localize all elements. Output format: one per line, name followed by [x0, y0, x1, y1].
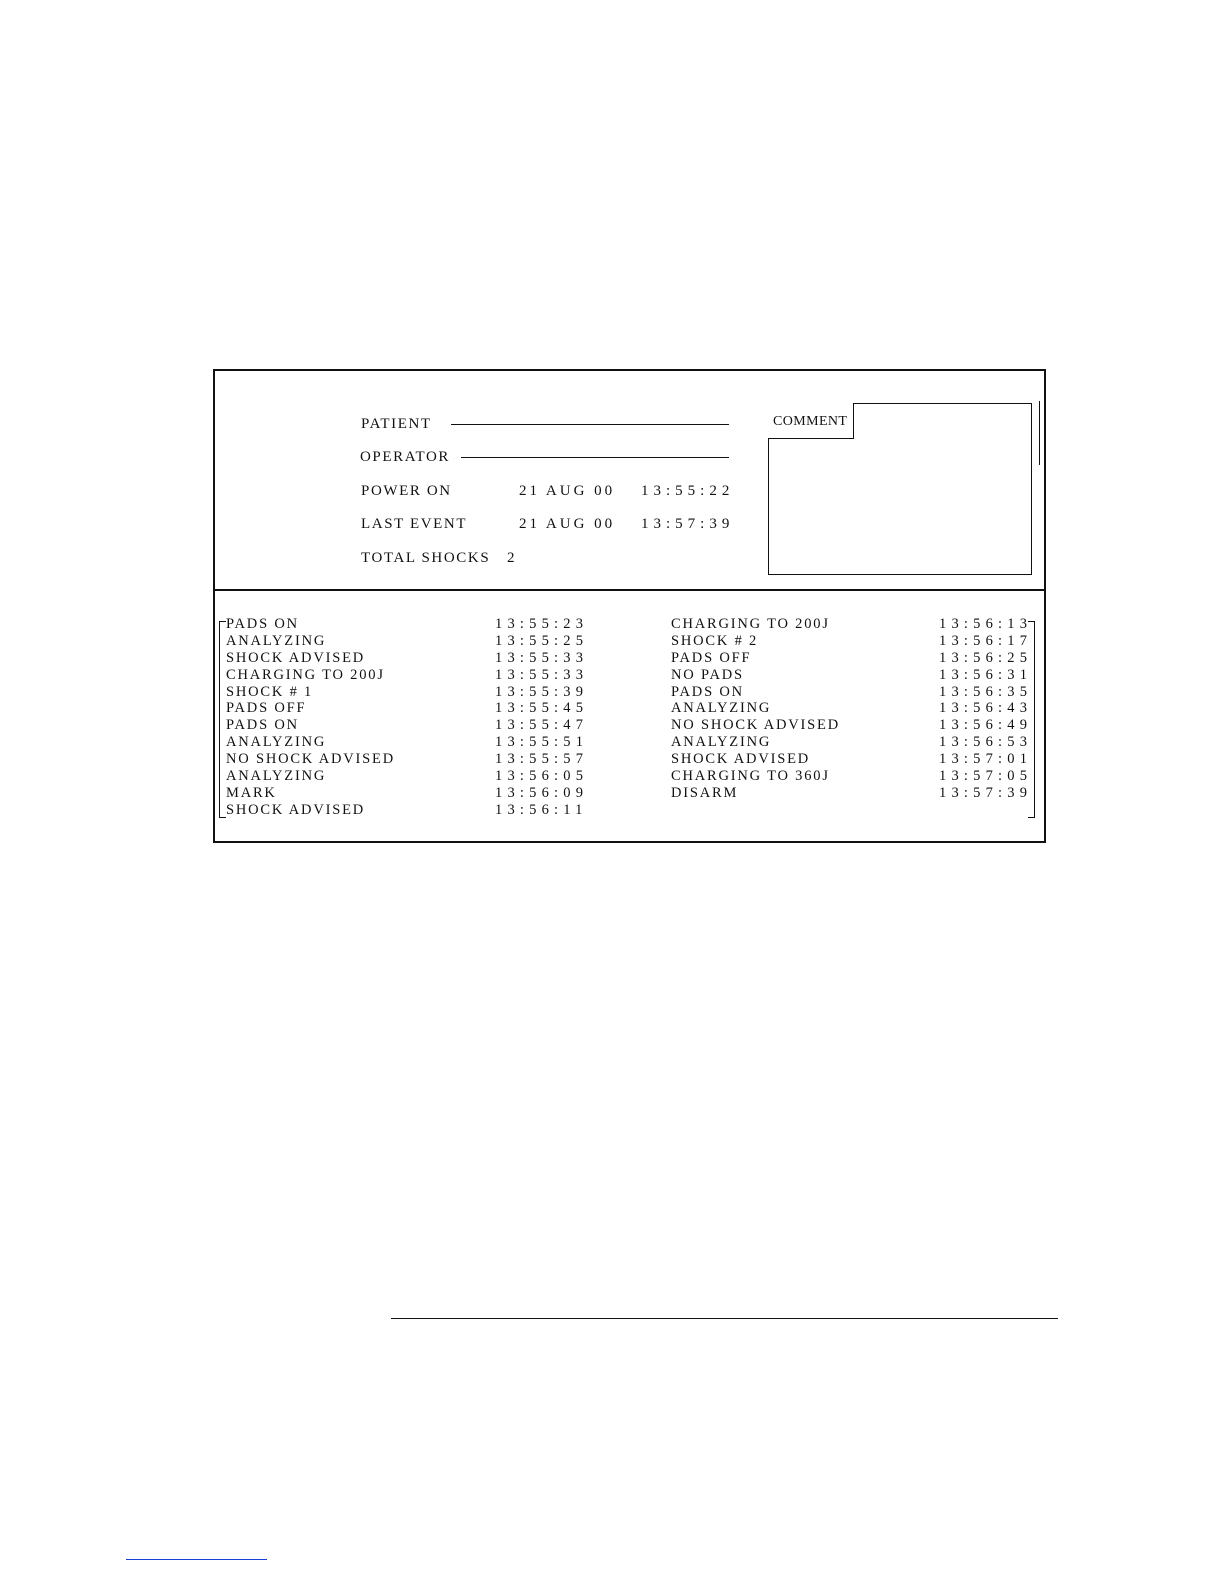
event-row	[671, 734, 1033, 751]
patient-line	[451, 424, 729, 425]
event-name: SHOCK ADVISED	[671, 751, 811, 768]
event-row	[226, 684, 596, 701]
event-name: MARK	[226, 784, 277, 801]
event-name: NO SHOCK ADVISED	[226, 751, 395, 768]
event-row	[226, 734, 596, 751]
event-row	[671, 649, 1033, 667]
event-time: 13:55:39	[495, 683, 589, 700]
power-on-label: POWER ON	[361, 483, 452, 499]
footer-link-underline[interactable]	[126, 1559, 267, 1560]
event-name: NO SHOCK ADVISED	[671, 717, 840, 734]
event-row	[671, 768, 1033, 785]
event-time: 13:56:17	[939, 632, 1033, 649]
event-time: 13:55:33	[495, 666, 589, 683]
event-time: 13:57:05	[939, 768, 1033, 785]
event-time: 13:55:33	[495, 649, 589, 666]
event-name: ANALYZING	[671, 734, 772, 751]
comment-box-top	[853, 403, 1032, 404]
event-row	[671, 683, 1033, 701]
event-time: 13:56:53	[939, 734, 1033, 751]
event-name: SHOCK ADVISED	[226, 649, 366, 666]
event-summary-report	[213, 369, 1046, 843]
event-time: 13:55:25	[495, 632, 589, 649]
event-name: NO PADS	[671, 666, 744, 683]
event-time: 13:56:11	[495, 801, 588, 818]
last-event-time: 13:57:39	[641, 516, 735, 532]
event-time: 13:56:31	[939, 666, 1033, 683]
operator-line	[461, 457, 729, 458]
event-time: 13:56:09	[495, 784, 589, 801]
event-name: ANALYZING	[226, 734, 327, 751]
event-name: SHOCK # 1	[226, 683, 314, 700]
event-row	[226, 667, 596, 684]
event-name: CHARGING TO 200J	[226, 666, 385, 683]
event-row	[226, 700, 596, 717]
event-row	[226, 768, 596, 785]
event-row	[671, 700, 1033, 717]
event-time: 13:55:23	[495, 616, 589, 632]
last-event-label: LAST EVENT	[361, 516, 468, 532]
event-name: PADS ON	[226, 616, 299, 632]
event-time: 13:55:47	[495, 717, 589, 734]
event-row	[226, 616, 596, 633]
power-on-date: 21 AUG 00	[519, 483, 616, 499]
event-name: ANALYZING	[671, 700, 772, 717]
event-row	[671, 632, 1033, 650]
event-time: 13:55:51	[495, 734, 589, 751]
left-bracket	[219, 621, 226, 818]
event-row	[671, 784, 1033, 802]
event-time: 13:56:49	[939, 717, 1033, 734]
event-row	[226, 751, 596, 768]
event-time: 13:56:05	[495, 768, 589, 785]
event-row	[671, 717, 1033, 734]
operator-label: OPERATOR	[360, 449, 451, 465]
event-name: PADS OFF	[226, 700, 307, 717]
event-time: 13:56:25	[939, 649, 1033, 666]
event-row	[226, 785, 596, 802]
margin-mark	[1039, 401, 1040, 465]
event-name: CHARGING TO 200J	[671, 616, 830, 632]
event-time: 13:57:01	[939, 751, 1033, 768]
last-event-date: 21 AUG 00	[519, 516, 616, 532]
event-row	[671, 751, 1033, 768]
event-time: 13:56:13	[939, 616, 1033, 632]
comment-label: COMMENT	[773, 414, 848, 429]
event-name: SHOCK # 2	[671, 632, 759, 649]
event-name: ANALYZING	[226, 632, 327, 649]
event-name: PADS ON	[671, 683, 744, 700]
total-shocks-label: TOTAL SHOCKS	[361, 550, 491, 566]
event-row	[226, 633, 596, 650]
patient-label: PATIENT	[361, 416, 432, 432]
power-on-time: 13:55:22	[641, 483, 735, 499]
event-name: SHOCK ADVISED	[226, 801, 366, 818]
event-time: 13:57:39	[939, 784, 1033, 801]
event-row	[226, 717, 596, 734]
event-row	[226, 650, 596, 667]
total-shocks-value: 2	[507, 550, 517, 566]
event-time: 13:56:43	[939, 700, 1033, 717]
event-name: DISARM	[671, 784, 739, 801]
events-left-column	[226, 616, 596, 819]
footer-rule	[391, 1318, 1058, 1319]
event-name: PADS ON	[226, 717, 299, 734]
event-row	[226, 802, 596, 819]
events-right-column	[671, 616, 1033, 802]
event-time: 13:55:57	[495, 751, 589, 768]
section-divider	[215, 589, 1044, 591]
event-name: PADS OFF	[671, 649, 752, 666]
event-row	[671, 616, 1033, 633]
event-name: CHARGING TO 360J	[671, 768, 830, 785]
event-time: 13:56:35	[939, 683, 1033, 700]
event-time: 13:55:45	[495, 700, 589, 717]
event-name: ANALYZING	[226, 768, 327, 785]
event-row	[671, 666, 1033, 684]
